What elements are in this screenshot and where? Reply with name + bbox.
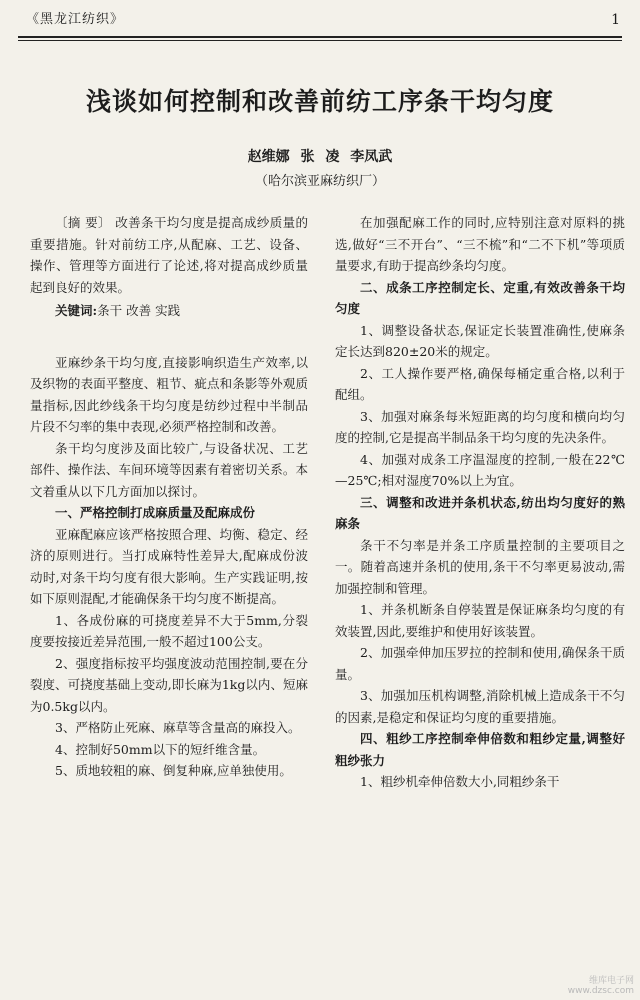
- section-heading: 四、粗纱工序控制牵伸倍数和粗纱定量,调整好粗纱张力: [335, 731, 625, 768]
- body-paragraph: 2、工人操作要严格,确保每桶定重合格,以利于配组。: [335, 365, 625, 402]
- left-column: [30, 212, 308, 782]
- right-column-body: [335, 212, 625, 793]
- body-paragraph: 3、加强对麻条每米短距离的均匀度和横向均匀度的控制,它是提高半制品条干均匀度的先决条件。: [335, 408, 625, 445]
- section-heading: 三、调整和改进并条机状态,纺出均匀度好的熟麻条: [335, 494, 625, 531]
- keywords-text: 条干 改善 实践: [97, 303, 181, 318]
- left-column-body: [30, 352, 308, 782]
- abstract: [30, 212, 308, 298]
- body-paragraph: 3、严格防止死麻、麻草等含量高的麻投入。: [55, 720, 301, 735]
- body-paragraph: 条干不匀率是并条工序质量控制的主要项目之一。随着高速并条机的使用,条干不匀率更易波动,需加强控制和管理。: [335, 537, 625, 596]
- header-rule-thin: [18, 40, 622, 41]
- body-paragraph: 3、加强加压机构调整,消除机械上造成条干不匀的因素,是稳定和保证均匀度的重要措施。: [335, 688, 625, 725]
- abstract-label: 〔摘 要〕: [55, 215, 111, 230]
- body-paragraph: 条干均匀度涉及面比较广,与设备状况、工艺部件、操作法、车间环境等因素有着密切关系。本文着重从以下几方面加以探讨。: [30, 440, 308, 499]
- author-list: 赵维娜 张 凌 李凤武: [247, 149, 393, 165]
- section-heading: 二、成条工序控制定长、定重,有效改善条干均匀度: [335, 279, 625, 316]
- body-paragraph: 1、调整设备状态,保证定长装置准确性,使麻条定长达到820±20米的规定。: [335, 322, 625, 359]
- body-paragraph: 4、控制好50mm以下的短纤维含量。: [55, 741, 266, 757]
- abstract-text: 改善条干均匀度是提高成纱质量的重要措施。针对前纺工序,从配麻、工艺、设备、操作、管理等方面进行了论述,将对提高成纱质量起到良好的效果。: [30, 215, 308, 295]
- keywords: [30, 300, 308, 322]
- body-paragraph: 5、质地较粗的麻、倒复种麻,应单独使用。: [55, 763, 292, 778]
- right-column: [335, 212, 625, 793]
- body-paragraph: 在加强配麻工作的同时,应特别注意对原料的挑选,做好“三不开台”、“三不梳”和“二不下机”等项质量要求,有助于提高纱条均匀度。: [335, 215, 625, 273]
- body-paragraph: 1、并条机断条自停装置是保证麻条均匀度的有效装置,因此,要维护和使用好该装置。: [335, 602, 625, 639]
- body-paragraph: 1、粗纱机牵伸倍数大小,同粗纱条干: [360, 774, 560, 789]
- body-paragraph: 2、强度指标按平均强度波动范围控制,要在分裂度、可挠度基础上变动,即长麻为1kg以内、短麻为0.5kg以内。: [30, 655, 308, 714]
- author-affiliation: （哈尔滨亚麻纺织厂）: [254, 174, 385, 189]
- keywords-label: 关键词:: [55, 303, 98, 318]
- body-paragraph: 4、加强对成条工序温湿度的控制,一般在22℃—25℃;相对湿度70%以上为宜。: [335, 451, 625, 488]
- page-number: 1: [611, 12, 620, 28]
- body-paragraph: 亚麻纱条干均匀度,直接影响织造生产效率,以及织物的表面平整度、粗节、疵点和条影等外观质量指标,因此纱线条干均匀度是纺纱过程中半制品片段不匀率的集中表现,必须严格控制和改善。: [30, 354, 308, 434]
- section-heading: 一、严格控制打成麻质量及配麻成份: [55, 505, 256, 520]
- header-rule: [18, 36, 622, 38]
- journal-name: 《黑龙江纺织》: [26, 12, 125, 27]
- body-paragraph: 1、各成份麻的可挠度差异不大于5mm,分裂度要按接近差异范围,一般不超过100公支。: [30, 612, 308, 649]
- watermark-logo: 维库电子网 www.dzsc.com: [567, 976, 634, 996]
- article-title: 浅谈如何控制和改善前纺工序条干均匀度: [85, 87, 554, 116]
- body-paragraph: 2、加强牵伸加压罗拉的控制和使用,确保条干质量。: [335, 645, 625, 682]
- body-paragraph: 亚麻配麻应该严格按照合理、均衡、稳定、经济的原则进行。当打成麻特性差异大,配麻成份波动时,对条干均匀度有很大影响。生产实践证明,按如下原则混配,才能确保条干均匀度不断提高。: [30, 526, 308, 606]
